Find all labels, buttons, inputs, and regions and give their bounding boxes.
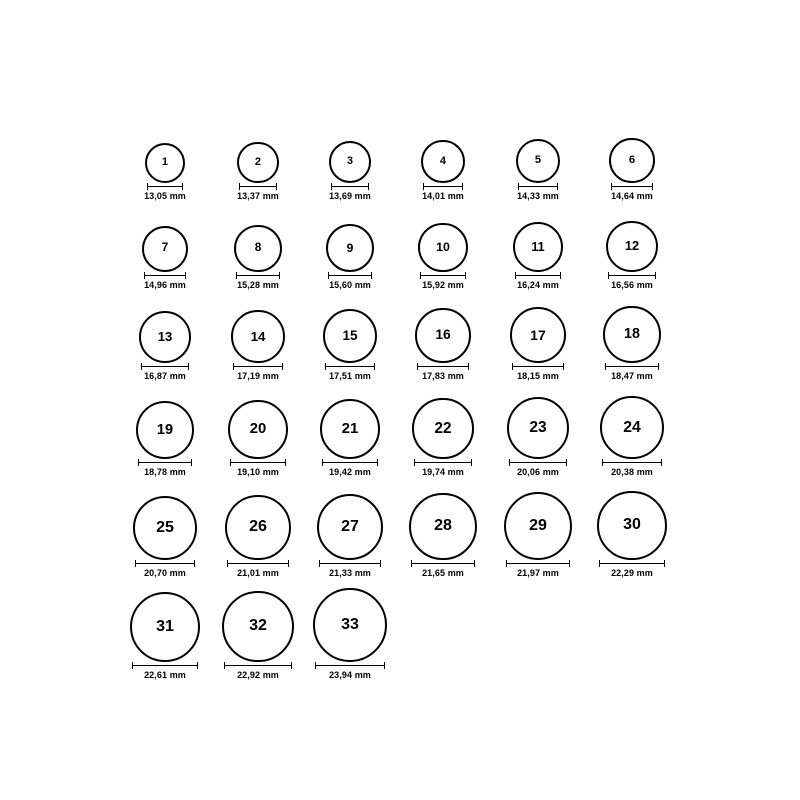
ring-circle (415, 308, 470, 363)
ring-measurement (517, 183, 559, 201)
dimension-line (518, 183, 558, 190)
ring-size-number: 30 (623, 516, 641, 534)
ring-circle (231, 310, 284, 363)
ring-size-number: 11 (531, 239, 545, 254)
ring-size-item (228, 400, 287, 477)
ring-circle (323, 309, 377, 363)
ring-size-item (418, 223, 467, 290)
ring-diameter-label: 14,96 mm (144, 279, 186, 290)
ring-diameter-label: 21,97 mm (517, 567, 559, 578)
ring-size-item (409, 493, 476, 578)
ring-size-number: 14 (250, 328, 266, 344)
ring-size-number: 19 (156, 421, 174, 438)
ring-diameter-label: 18,78 mm (144, 466, 186, 477)
ring-circle (329, 141, 371, 183)
ring-circle (326, 224, 374, 272)
ring-measurement (417, 363, 468, 381)
ring-diameter-label: 15,92 mm (422, 279, 464, 290)
ring-size-number: 4 (439, 154, 447, 167)
ring-measurement (141, 363, 189, 381)
ring-circle (510, 307, 566, 363)
dimension-line (331, 183, 369, 190)
ring-measurement (608, 272, 655, 290)
ring-size-item (323, 309, 377, 381)
ring-measurement (506, 560, 570, 578)
ring-size-item (412, 398, 473, 477)
ring-size-number: 12 (624, 237, 640, 253)
ring-diameter-label: 16,56 mm (611, 279, 653, 290)
ring-size-item (225, 495, 290, 578)
ring-measurement (422, 183, 464, 201)
dimension-line (328, 272, 372, 279)
ring-measurement (411, 560, 474, 578)
dimension-line (230, 459, 285, 466)
ring-measurement (512, 363, 564, 381)
ring-size-number: 29 (529, 516, 547, 534)
ring-size-item (231, 310, 284, 381)
ring-measurement (227, 560, 288, 578)
ring-diameter-label: 19,42 mm (329, 466, 371, 477)
ring-size-number: 13 (157, 329, 173, 345)
dimension-line (135, 560, 195, 567)
ring-circle (320, 399, 380, 459)
dimension-line (599, 560, 664, 567)
ring-size-item (145, 143, 185, 201)
ring-measurement (236, 272, 279, 290)
ring-measurement (599, 560, 664, 578)
dimension-line (423, 183, 462, 190)
dimension-line (512, 363, 564, 370)
ring-size-item (139, 311, 191, 381)
ring-measurement (132, 662, 198, 680)
dimension-line (420, 272, 465, 279)
ring-circle (606, 221, 657, 272)
ring-circle (317, 494, 383, 560)
ring-size-item (504, 492, 572, 578)
ring-size-item (606, 221, 657, 290)
ring-size-item (510, 307, 566, 381)
ring-size-item (326, 224, 374, 290)
ring-diameter-label: 22,92 mm (237, 669, 279, 680)
ring-size-item (222, 591, 293, 680)
ring-size-item (507, 397, 569, 477)
ring-circle (234, 225, 281, 272)
ring-size-item (603, 306, 660, 381)
ring-measurement (328, 272, 372, 290)
ring-diameter-label: 18,47 mm (611, 370, 653, 381)
ring-circle (609, 138, 654, 183)
ring-circle (139, 311, 191, 363)
dimension-line (239, 183, 276, 190)
dimension-line (227, 560, 288, 567)
ring-size-item (597, 491, 666, 578)
ring-diameter-label: 20,06 mm (517, 466, 559, 477)
ring-size-number: 2 (254, 155, 262, 168)
dimension-line (319, 560, 381, 567)
ring-measurement (144, 183, 186, 201)
ring-measurement (135, 560, 195, 578)
dimension-line (147, 183, 183, 190)
dimension-line (132, 662, 198, 669)
ring-diameter-label: 19,74 mm (422, 466, 464, 477)
ring-size-number: 31 (156, 617, 174, 635)
ring-circle (142, 226, 188, 272)
ring-diameter-label: 18,15 mm (517, 370, 559, 381)
ring-measurement (237, 183, 279, 201)
dimension-line (515, 272, 561, 279)
dimension-line (611, 183, 652, 190)
ring-circle (597, 491, 666, 560)
ring-circle (516, 139, 560, 183)
ring-size-number: 33 (341, 615, 359, 633)
ring-circle (237, 142, 278, 183)
dimension-line (602, 459, 661, 466)
dimension-line (141, 363, 189, 370)
ring-measurement (602, 459, 661, 477)
ring-size-number: 3 (346, 155, 354, 168)
ring-diameter-label: 14,01 mm (422, 190, 464, 201)
ring-size-item (136, 401, 194, 477)
ring-size-item (415, 308, 470, 381)
ring-size-item (237, 142, 278, 201)
ring-measurement (325, 363, 375, 381)
dimension-line (506, 560, 570, 567)
ring-size-number: 23 (529, 419, 547, 437)
dimension-line (224, 662, 291, 669)
dimension-line (144, 272, 186, 279)
ring-size-number: 16 (435, 326, 451, 343)
ring-measurement (319, 560, 381, 578)
ring-diameter-label: 19,10 mm (237, 466, 279, 477)
ring-size-number: 7 (161, 242, 169, 254)
ring-size-number: 10 (436, 240, 450, 255)
dimension-line (236, 272, 279, 279)
ring-diameter-label: 13,05 mm (144, 190, 186, 201)
ring-diameter-label: 22,29 mm (611, 567, 653, 578)
ring-diameter-label: 14,64 mm (611, 190, 653, 201)
dimension-line (233, 363, 282, 370)
ring-size-item (600, 396, 663, 477)
ring-diameter-label: 22,61 mm (144, 669, 186, 680)
ring-measurement (144, 272, 186, 290)
ring-measurement (322, 459, 378, 477)
ring-size-item (329, 141, 371, 201)
ring-diameter-label: 16,24 mm (517, 279, 559, 290)
ring-size-item (317, 494, 383, 578)
dimension-line (325, 363, 375, 370)
ring-circle (513, 222, 563, 272)
dimension-line (411, 560, 474, 567)
ring-circle (133, 496, 197, 560)
dimension-line (315, 662, 385, 669)
ring-circle (136, 401, 194, 459)
ring-circle (222, 591, 293, 662)
ring-size-item (421, 140, 464, 201)
ring-circle (409, 493, 476, 560)
ring-diameter-label: 21,65 mm (422, 567, 464, 578)
ring-circle (313, 588, 387, 662)
ring-circle (228, 400, 287, 459)
ring-size-number: 27 (341, 517, 359, 535)
dimension-line (138, 459, 192, 466)
ring-circle (603, 306, 660, 363)
ring-measurement (329, 183, 371, 201)
ring-size-number: 21 (341, 420, 359, 438)
ring-diameter-label: 20,70 mm (144, 567, 186, 578)
ring-size-number: 6 (628, 153, 636, 166)
ring-diameter-label: 17,51 mm (329, 370, 371, 381)
ring-size-number: 22 (434, 419, 452, 437)
ring-size-number: 26 (249, 518, 267, 536)
ring-measurement (509, 459, 567, 477)
ring-size-number: 28 (434, 517, 452, 535)
ring-circle (418, 223, 467, 272)
ring-size-item (513, 222, 563, 290)
ring-size-number: 18 (624, 326, 640, 343)
ring-diameter-label: 21,33 mm (329, 567, 371, 578)
ring-circle (145, 143, 185, 183)
ring-circle (225, 495, 290, 560)
ring-size-number: 17 (530, 326, 546, 343)
ring-diameter-label: 21,01 mm (237, 567, 279, 578)
ring-measurement (515, 272, 561, 290)
ring-measurement (138, 459, 192, 477)
ring-diameter-label: 13,69 mm (329, 190, 371, 201)
ring-size-number: 8 (254, 240, 262, 255)
ring-measurement (611, 183, 653, 201)
ring-size-number: 1 (161, 156, 169, 169)
ring-size-item (133, 496, 197, 578)
ring-measurement (233, 363, 282, 381)
ring-measurement (414, 459, 471, 477)
ring-size-number: 32 (249, 617, 267, 635)
dimension-line (414, 459, 471, 466)
ring-size-item (234, 225, 281, 290)
dimension-line (605, 363, 658, 370)
ring-measurement (230, 459, 285, 477)
ring-diameter-label: 20,38 mm (611, 466, 653, 477)
ring-circle (504, 492, 572, 560)
ring-circle (507, 397, 569, 459)
ring-size-item (142, 226, 188, 290)
ring-circle (421, 140, 464, 183)
ring-size-number: 9 (346, 240, 354, 255)
ring-diameter-label: 15,60 mm (329, 279, 371, 290)
dimension-line (322, 459, 378, 466)
ring-size-item (516, 139, 560, 201)
ring-diameter-label: 15,28 mm (237, 279, 279, 290)
ring-size-item (609, 138, 654, 201)
ring-size-number: 15 (342, 328, 358, 344)
ring-diameter-label: 23,94 mm (329, 669, 371, 680)
dimension-line (509, 459, 567, 466)
ring-size-number: 5 (534, 154, 542, 167)
ring-diameter-label: 16,87 mm (144, 370, 186, 381)
ring-circle (412, 398, 473, 459)
ring-size-number: 25 (156, 518, 174, 536)
ring-diameter-label: 17,19 mm (237, 370, 279, 381)
ring-size-number: 20 (249, 420, 267, 437)
ring-size-item (320, 399, 380, 477)
ring-size-item (313, 588, 387, 680)
ring-circle (130, 592, 200, 662)
ring-measurement (420, 272, 465, 290)
ring-measurement (224, 662, 291, 680)
ring-size-number: 24 (623, 418, 641, 436)
dimension-line (608, 272, 655, 279)
ring-circle (600, 396, 663, 459)
ring-size-item (130, 592, 200, 680)
ring-diameter-label: 13,37 mm (237, 190, 279, 201)
ring-measurement (605, 363, 658, 381)
ring-measurement (315, 662, 385, 680)
dimension-line (417, 363, 468, 370)
ring-diameter-label: 14,33 mm (517, 190, 559, 201)
ring-diameter-label: 17,83 mm (422, 370, 464, 381)
